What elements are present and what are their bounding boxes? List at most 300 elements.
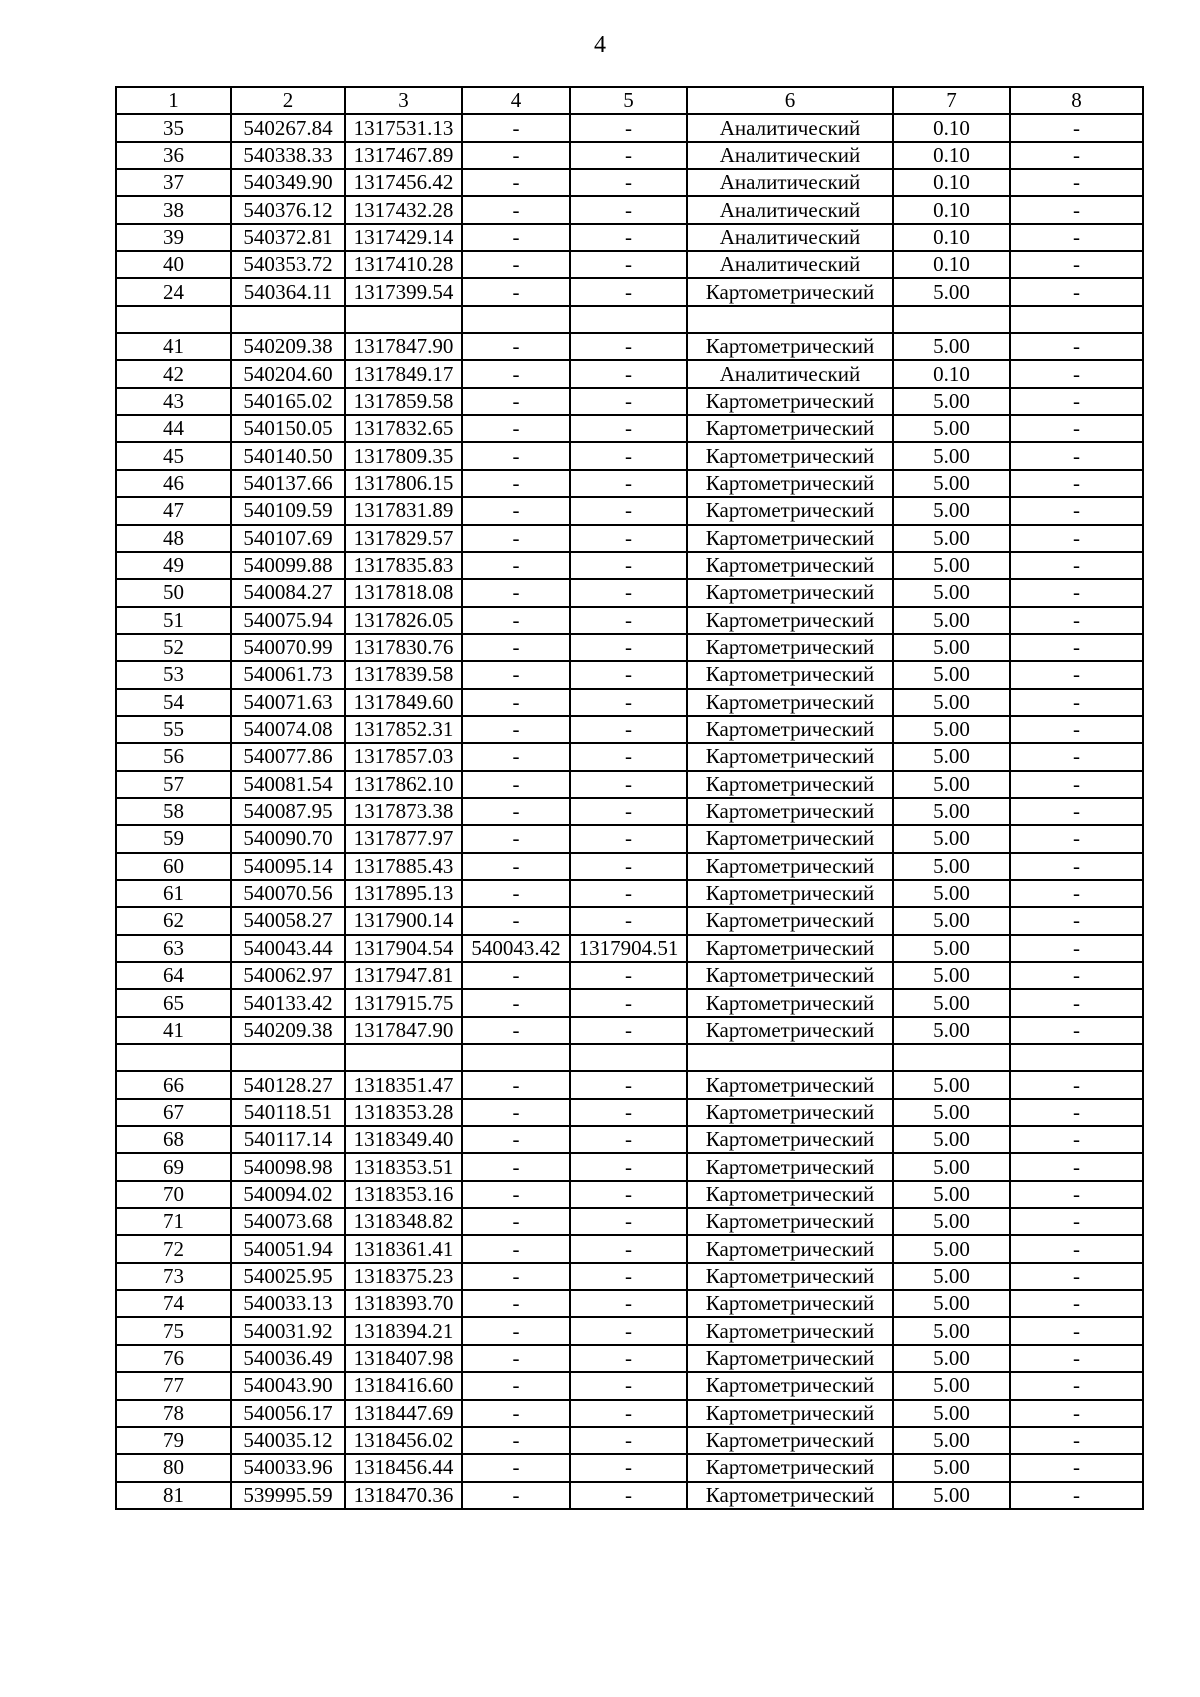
y-coordinate-cell: 1317877.97	[345, 825, 462, 852]
x-new-cell: -	[462, 388, 570, 415]
y-new-cell: -	[570, 1126, 687, 1153]
table-row	[116, 1263, 1143, 1290]
method-cell: Картометрический	[687, 442, 893, 469]
point-number-cell: 78	[116, 1400, 231, 1427]
accuracy-cell	[893, 306, 1010, 333]
method-cell: Картометрический	[687, 607, 893, 634]
x-new-cell: -	[462, 1126, 570, 1153]
y-new-cell: -	[570, 1290, 687, 1317]
point-number-cell: 72	[116, 1235, 231, 1262]
x-new-cell: -	[462, 825, 570, 852]
method-cell: Картометрический	[687, 907, 893, 934]
point-number-cell: 64	[116, 962, 231, 989]
accuracy-cell: 5.00	[893, 278, 1010, 305]
x-coordinate-cell: 540073.68	[231, 1208, 345, 1235]
y-new-cell: -	[570, 716, 687, 743]
table-row	[116, 1454, 1143, 1481]
point-number-cell: 35	[116, 114, 231, 141]
accuracy-cell: 5.00	[893, 1454, 1010, 1481]
accuracy-cell: 5.00	[893, 1071, 1010, 1098]
method-cell: Картометрический	[687, 716, 893, 743]
x-coordinate-cell: 540349.90	[231, 169, 345, 196]
note-cell: -	[1010, 1208, 1143, 1235]
x-new-cell: -	[462, 333, 570, 360]
y-new-cell: -	[570, 607, 687, 634]
y-new-cell: 1317904.51	[570, 935, 687, 962]
note-cell: -	[1010, 360, 1143, 387]
accuracy-cell: 5.00	[893, 798, 1010, 825]
x-coordinate-cell: 540071.63	[231, 689, 345, 716]
x-coordinate-cell: 540128.27	[231, 1071, 345, 1098]
y-new-cell: -	[570, 1372, 687, 1399]
x-new-cell: -	[462, 1017, 570, 1044]
method-cell: Картометрический	[687, 771, 893, 798]
table-row	[116, 1235, 1143, 1262]
y-coordinate-cell: 1317847.90	[345, 1017, 462, 1044]
x-coordinate-cell: 540204.60	[231, 360, 345, 387]
x-new-cell: -	[462, 114, 570, 141]
x-new-cell: -	[462, 278, 570, 305]
y-coordinate-cell: 1317873.38	[345, 798, 462, 825]
y-coordinate-cell: 1317835.83	[345, 552, 462, 579]
table-row	[116, 935, 1143, 962]
x-coordinate-cell: 540031.92	[231, 1317, 345, 1344]
table-row	[116, 1427, 1143, 1454]
point-number-cell: 79	[116, 1427, 231, 1454]
note-cell: -	[1010, 278, 1143, 305]
method-cell: Картометрический	[687, 1153, 893, 1180]
point-number-cell: 39	[116, 224, 231, 251]
table-row	[116, 360, 1143, 387]
note-cell: -	[1010, 607, 1143, 634]
table-row	[116, 442, 1143, 469]
y-coordinate-cell: 1317467.89	[345, 142, 462, 169]
x-coordinate-cell: 540099.88	[231, 552, 345, 579]
table-row	[116, 333, 1143, 360]
method-cell: Картометрический	[687, 1208, 893, 1235]
table-row	[116, 1400, 1143, 1427]
x-new-cell: -	[462, 716, 570, 743]
method-cell: Аналитический	[687, 169, 893, 196]
note-cell: -	[1010, 743, 1143, 770]
accuracy-cell: 0.10	[893, 169, 1010, 196]
x-coordinate-cell: 540025.95	[231, 1263, 345, 1290]
x-coordinate-cell: 540081.54	[231, 771, 345, 798]
y-new-cell: -	[570, 114, 687, 141]
method-cell: Картометрический	[687, 1345, 893, 1372]
x-coordinate-cell: 540070.56	[231, 880, 345, 907]
y-new-cell: -	[570, 196, 687, 223]
y-new-cell: -	[570, 825, 687, 852]
note-cell: -	[1010, 1181, 1143, 1208]
y-new-cell: -	[570, 497, 687, 524]
y-coordinate-cell: 1317410.28	[345, 251, 462, 278]
table-row	[116, 634, 1143, 661]
table-row	[116, 798, 1143, 825]
table-row	[116, 771, 1143, 798]
method-cell: Картометрический	[687, 689, 893, 716]
note-cell: -	[1010, 1482, 1143, 1509]
table-row	[116, 716, 1143, 743]
point-number-cell: 55	[116, 716, 231, 743]
method-cell: Картометрический	[687, 552, 893, 579]
point-number-cell: 66	[116, 1071, 231, 1098]
method-cell: Картометрический	[687, 962, 893, 989]
x-coordinate-cell: 540033.13	[231, 1290, 345, 1317]
accuracy-cell: 0.10	[893, 142, 1010, 169]
note-cell: -	[1010, 525, 1143, 552]
y-new-cell: -	[570, 552, 687, 579]
table-row	[116, 907, 1143, 934]
y-coordinate-cell: 1317830.76	[345, 634, 462, 661]
table-row	[116, 1099, 1143, 1126]
x-new-cell: -	[462, 634, 570, 661]
x-new-cell: -	[462, 607, 570, 634]
accuracy-cell: 0.10	[893, 360, 1010, 387]
accuracy-cell: 5.00	[893, 716, 1010, 743]
accuracy-cell: 5.00	[893, 415, 1010, 442]
x-new-cell: -	[462, 1345, 570, 1372]
point-number-cell: 75	[116, 1317, 231, 1344]
y-new-cell: -	[570, 142, 687, 169]
point-number-cell: 36	[116, 142, 231, 169]
method-cell	[687, 306, 893, 333]
point-number-cell: 68	[116, 1126, 231, 1153]
y-new-cell: -	[570, 907, 687, 934]
table-row	[116, 853, 1143, 880]
accuracy-cell: 5.00	[893, 1235, 1010, 1262]
point-number-cell: 76	[116, 1345, 231, 1372]
x-coordinate-cell: 540035.12	[231, 1427, 345, 1454]
point-number-cell: 62	[116, 907, 231, 934]
note-cell: -	[1010, 1345, 1143, 1372]
note-cell: -	[1010, 989, 1143, 1016]
accuracy-cell: 5.00	[893, 880, 1010, 907]
method-cell: Картометрический	[687, 333, 893, 360]
y-new-cell: -	[570, 1235, 687, 1262]
x-coordinate-cell: 540338.33	[231, 142, 345, 169]
x-new-cell: -	[462, 360, 570, 387]
table-row	[116, 1208, 1143, 1235]
method-cell: Картометрический	[687, 1290, 893, 1317]
x-new-cell: -	[462, 442, 570, 469]
accuracy-cell: 5.00	[893, 661, 1010, 688]
point-number-cell: 43	[116, 388, 231, 415]
accuracy-cell: 5.00	[893, 989, 1010, 1016]
x-new-cell: -	[462, 415, 570, 442]
y-new-cell: -	[570, 470, 687, 497]
accuracy-cell: 5.00	[893, 1290, 1010, 1317]
note-cell: -	[1010, 1372, 1143, 1399]
table-row	[116, 251, 1143, 278]
x-new-cell: -	[462, 798, 570, 825]
y-new-cell: -	[570, 415, 687, 442]
y-new-cell: -	[570, 1181, 687, 1208]
y-coordinate-cell: 1318349.40	[345, 1126, 462, 1153]
accuracy-cell: 5.00	[893, 634, 1010, 661]
method-cell: Картометрический	[687, 278, 893, 305]
x-new-cell: -	[462, 880, 570, 907]
point-number-cell: 54	[116, 689, 231, 716]
note-cell: -	[1010, 224, 1143, 251]
y-new-cell: -	[570, 442, 687, 469]
note-cell: -	[1010, 1071, 1143, 1098]
y-coordinate-cell: 1318470.36	[345, 1482, 462, 1509]
table-row	[116, 1181, 1143, 1208]
note-cell: -	[1010, 142, 1143, 169]
y-new-cell: -	[570, 880, 687, 907]
method-cell: Картометрический	[687, 579, 893, 606]
method-cell: Картометрический	[687, 1126, 893, 1153]
page-number: 4	[594, 32, 606, 58]
x-coordinate-cell: 540043.90	[231, 1372, 345, 1399]
coordinates-table	[115, 86, 1144, 1510]
y-new-cell: -	[570, 278, 687, 305]
point-number-cell: 50	[116, 579, 231, 606]
point-number-cell: 42	[116, 360, 231, 387]
note-cell: -	[1010, 634, 1143, 661]
method-cell: Картометрический	[687, 1482, 893, 1509]
note-cell: -	[1010, 880, 1143, 907]
x-coordinate-cell	[231, 306, 345, 333]
x-coordinate-cell: 540267.84	[231, 114, 345, 141]
method-cell: Картометрический	[687, 1372, 893, 1399]
y-coordinate-cell: 1317829.57	[345, 525, 462, 552]
accuracy-cell: 5.00	[893, 743, 1010, 770]
y-coordinate-cell: 1317895.13	[345, 880, 462, 907]
table-row	[116, 142, 1143, 169]
point-number-cell: 59	[116, 825, 231, 852]
x-coordinate-cell: 540372.81	[231, 224, 345, 251]
column-header-4: 4	[462, 87, 570, 114]
note-cell: -	[1010, 771, 1143, 798]
y-coordinate-cell: 1318407.98	[345, 1345, 462, 1372]
y-new-cell: -	[570, 1071, 687, 1098]
y-new-cell: -	[570, 689, 687, 716]
accuracy-cell: 0.10	[893, 196, 1010, 223]
y-coordinate-cell: 1317531.13	[345, 114, 462, 141]
note-cell: -	[1010, 853, 1143, 880]
note-cell: -	[1010, 579, 1143, 606]
method-cell: Аналитический	[687, 224, 893, 251]
x-coordinate-cell: 540098.98	[231, 1153, 345, 1180]
point-number-cell: 74	[116, 1290, 231, 1317]
y-coordinate-cell: 1317806.15	[345, 470, 462, 497]
note-cell	[1010, 1044, 1143, 1071]
note-cell: -	[1010, 689, 1143, 716]
x-new-cell: -	[462, 1099, 570, 1126]
accuracy-cell: 5.00	[893, 1153, 1010, 1180]
y-new-cell: -	[570, 1153, 687, 1180]
accuracy-cell: 5.00	[893, 1400, 1010, 1427]
method-cell: Картометрический	[687, 853, 893, 880]
x-new-cell: -	[462, 196, 570, 223]
x-coordinate-cell: 540137.66	[231, 470, 345, 497]
x-coordinate-cell: 540084.27	[231, 579, 345, 606]
note-cell: -	[1010, 825, 1143, 852]
method-cell: Картометрический	[687, 1099, 893, 1126]
y-coordinate-cell: 1317399.54	[345, 278, 462, 305]
accuracy-cell: 5.00	[893, 689, 1010, 716]
y-coordinate-cell: 1318375.23	[345, 1263, 462, 1290]
y-new-cell	[570, 306, 687, 333]
table-row	[116, 525, 1143, 552]
table-row	[116, 607, 1143, 634]
point-number-cell: 77	[116, 1372, 231, 1399]
x-new-cell: -	[462, 689, 570, 716]
table-row	[116, 962, 1143, 989]
point-number-cell: 49	[116, 552, 231, 579]
x-coordinate-cell: 540209.38	[231, 333, 345, 360]
x-new-cell: -	[462, 470, 570, 497]
table-row	[116, 415, 1143, 442]
x-new-cell: -	[462, 1153, 570, 1180]
x-new-cell: -	[462, 525, 570, 552]
method-cell: Картометрический	[687, 1181, 893, 1208]
y-coordinate-cell: 1317809.35	[345, 442, 462, 469]
table-row	[116, 1372, 1143, 1399]
note-cell: -	[1010, 169, 1143, 196]
point-number-cell: 80	[116, 1454, 231, 1481]
method-cell: Картометрический	[687, 1317, 893, 1344]
x-coordinate-cell	[231, 1044, 345, 1071]
y-new-cell: -	[570, 333, 687, 360]
y-coordinate-cell: 1318351.47	[345, 1071, 462, 1098]
point-number-cell: 58	[116, 798, 231, 825]
y-coordinate-cell: 1317826.05	[345, 607, 462, 634]
note-cell: -	[1010, 1290, 1143, 1317]
table-row	[116, 1290, 1143, 1317]
point-number-cell: 65	[116, 989, 231, 1016]
method-cell: Картометрический	[687, 935, 893, 962]
x-coordinate-cell: 540150.05	[231, 415, 345, 442]
point-number-cell	[116, 306, 231, 333]
method-cell: Картометрический	[687, 497, 893, 524]
y-coordinate-cell	[345, 306, 462, 333]
accuracy-cell: 5.00	[893, 1099, 1010, 1126]
x-new-cell: -	[462, 1482, 570, 1509]
table-row	[116, 661, 1143, 688]
method-cell: Картометрический	[687, 798, 893, 825]
x-coordinate-cell: 540062.97	[231, 962, 345, 989]
x-coordinate-cell: 540077.86	[231, 743, 345, 770]
accuracy-cell: 5.00	[893, 1372, 1010, 1399]
point-number-cell: 67	[116, 1099, 231, 1126]
table-row	[116, 743, 1143, 770]
x-coordinate-cell: 540118.51	[231, 1099, 345, 1126]
x-coordinate-cell: 540140.50	[231, 442, 345, 469]
method-cell: Аналитический	[687, 142, 893, 169]
x-coordinate-cell: 540074.08	[231, 716, 345, 743]
method-cell: Картометрический	[687, 470, 893, 497]
y-coordinate-cell: 1318394.21	[345, 1317, 462, 1344]
x-new-cell: -	[462, 743, 570, 770]
x-coordinate-cell: 540107.69	[231, 525, 345, 552]
accuracy-cell: 0.10	[893, 224, 1010, 251]
y-new-cell: -	[570, 1482, 687, 1509]
x-new-cell: -	[462, 1454, 570, 1481]
point-number-cell: 63	[116, 935, 231, 962]
y-coordinate-cell: 1318361.41	[345, 1235, 462, 1262]
note-cell: -	[1010, 1317, 1143, 1344]
y-new-cell: -	[570, 224, 687, 251]
accuracy-cell: 5.00	[893, 442, 1010, 469]
x-new-cell: -	[462, 579, 570, 606]
table-row	[116, 196, 1143, 223]
x-new-cell: -	[462, 962, 570, 989]
accuracy-cell: 5.00	[893, 853, 1010, 880]
x-coordinate-cell: 539995.59	[231, 1482, 345, 1509]
x-coordinate-cell: 540075.94	[231, 607, 345, 634]
method-cell: Картометрический	[687, 1400, 893, 1427]
y-new-cell: -	[570, 169, 687, 196]
note-cell: -	[1010, 251, 1143, 278]
accuracy-cell: 5.00	[893, 552, 1010, 579]
y-coordinate-cell: 1317456.42	[345, 169, 462, 196]
x-coordinate-cell: 540094.02	[231, 1181, 345, 1208]
x-new-cell: -	[462, 1317, 570, 1344]
x-new-cell: -	[462, 169, 570, 196]
y-new-cell: -	[570, 1099, 687, 1126]
accuracy-cell: 5.00	[893, 1263, 1010, 1290]
y-new-cell: -	[570, 1208, 687, 1235]
x-coordinate-cell: 540364.11	[231, 278, 345, 305]
y-coordinate-cell: 1318353.28	[345, 1099, 462, 1126]
table-row	[116, 388, 1143, 415]
column-header-3: 3	[345, 87, 462, 114]
note-cell: -	[1010, 935, 1143, 962]
point-number-cell: 47	[116, 497, 231, 524]
table-row	[116, 1017, 1143, 1044]
y-coordinate-cell: 1318456.02	[345, 1427, 462, 1454]
accuracy-cell: 5.00	[893, 1427, 1010, 1454]
point-number-cell: 37	[116, 169, 231, 196]
note-cell: -	[1010, 415, 1143, 442]
method-cell: Аналитический	[687, 114, 893, 141]
y-coordinate-cell: 1317832.65	[345, 415, 462, 442]
accuracy-cell: 5.00	[893, 525, 1010, 552]
note-cell: -	[1010, 1099, 1143, 1126]
note-cell: -	[1010, 1427, 1143, 1454]
note-cell: -	[1010, 470, 1143, 497]
table-body	[116, 87, 1143, 1509]
accuracy-cell: 5.00	[893, 388, 1010, 415]
accuracy-cell: 5.00	[893, 607, 1010, 634]
column-header-6: 6	[687, 87, 893, 114]
accuracy-cell: 5.00	[893, 579, 1010, 606]
table-row	[116, 579, 1143, 606]
y-new-cell: -	[570, 1454, 687, 1481]
accuracy-cell	[893, 1044, 1010, 1071]
x-coordinate-cell: 540087.95	[231, 798, 345, 825]
method-cell: Картометрический	[687, 525, 893, 552]
accuracy-cell: 5.00	[893, 333, 1010, 360]
note-cell: -	[1010, 196, 1143, 223]
table-row	[116, 989, 1143, 1016]
note-cell: -	[1010, 552, 1143, 579]
column-header-1: 1	[116, 87, 231, 114]
x-coordinate-cell: 540133.42	[231, 989, 345, 1016]
y-coordinate-cell: 1317849.60	[345, 689, 462, 716]
note-cell: -	[1010, 333, 1143, 360]
y-new-cell: -	[570, 1400, 687, 1427]
method-cell: Картометрический	[687, 1427, 893, 1454]
table-row	[116, 1345, 1143, 1372]
x-new-cell	[462, 1044, 570, 1071]
table-row	[116, 224, 1143, 251]
y-coordinate-cell: 1317859.58	[345, 388, 462, 415]
accuracy-cell: 5.00	[893, 497, 1010, 524]
